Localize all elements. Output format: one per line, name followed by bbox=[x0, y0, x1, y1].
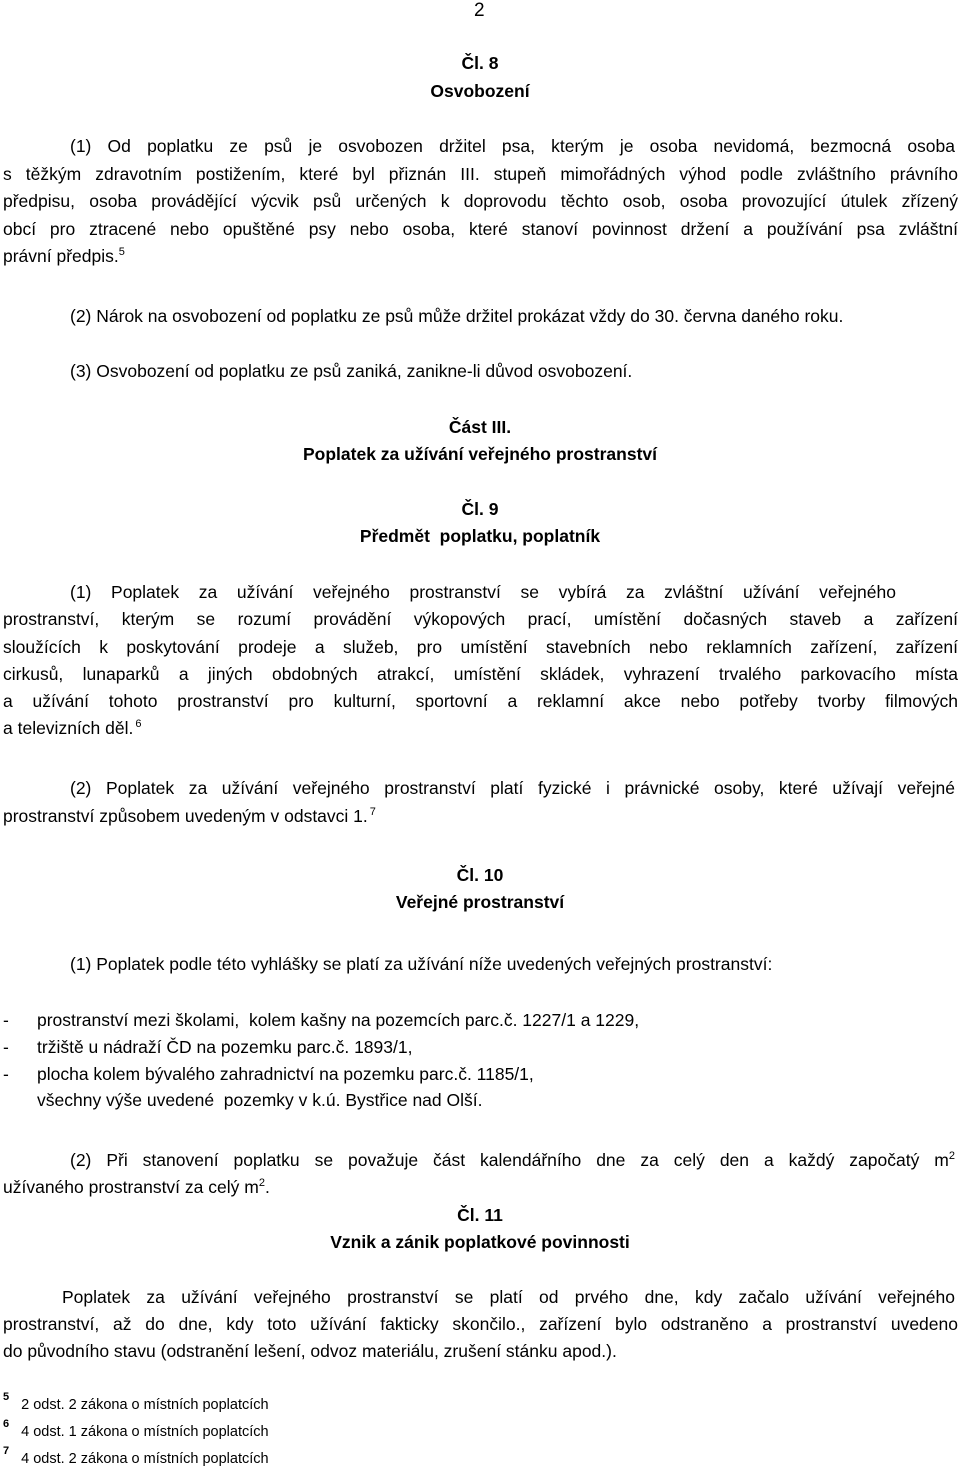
art10-p1: (1) Poplatek podle této vyhlášky se platí za užívání níže uvedených veřejných prostranství: bbox=[70, 954, 773, 974]
art11-p1-line: do původního stavu (odstranění lešení, odvoz materiálu, zrušení stánku apod.). bbox=[3, 1341, 617, 1361]
article-11-heading: Čl. 11 bbox=[457, 1205, 503, 1225]
art8-p3: (3) Osvobození od poplatku ze psů zaniká, zanikne-li důvod osvobození. bbox=[70, 361, 633, 381]
art9-p1-line: (1) Poplatek za užívání veřejného prostranství se vybírá za zvláštní užívání veřejného bbox=[70, 582, 896, 602]
article-8-title: Osvobození bbox=[430, 81, 530, 101]
footnote bbox=[3, 1418, 269, 1440]
art9-p1-line: cirkusů, lunaparků a jiných obdobných atrakcí, umístění skládek, vyhrazení trvalého parkovacího místa bbox=[3, 664, 958, 684]
list-note: všechny výše uvedené pozemky v k.ú. Bystřice nad Olší. bbox=[37, 1090, 483, 1110]
art8-p1-line: právní předpis. bbox=[3, 246, 119, 266]
footnote-text: 4 odst. 1 zákona o místních poplatcích bbox=[21, 1424, 269, 1440]
art9-p2-line: prostranství způsobem uvedeným v odstavci 1. bbox=[3, 806, 368, 826]
list-item: plocha kolem bývalého zahradnictví na pozemku parc.č. 1185/1, bbox=[37, 1064, 534, 1084]
article-11-title: Vznik a zánik poplatkové povinnosti bbox=[330, 1232, 630, 1252]
art10-p2-line1-text: (2) Při stanovení poplatku se považuje část kalendářního dne za celý den a každý započatý m bbox=[70, 1150, 949, 1170]
footnote-ref: 7 bbox=[369, 806, 376, 818]
period: . bbox=[264, 1177, 270, 1197]
art8-p1-line: (1) Od poplatku ze psů je osvobozen držitel psa, kterým je osoba nevidomá, bezmocná osoba bbox=[70, 136, 955, 156]
art10-p2-line2-text: užívaného prostranství za celý m bbox=[3, 1177, 259, 1197]
footnote bbox=[3, 1391, 269, 1413]
art9-p2-last-line bbox=[3, 806, 376, 827]
part-3-title: Poplatek za užívání veřejného prostranství bbox=[303, 444, 657, 464]
art9-p1-line: a užívání tohoto prostranství pro kulturní, sportovní a reklamní akce nebo potřeby tvorby filmových bbox=[3, 691, 958, 711]
art8-p1-line: předpisu, osoba provádějící výcvik psů určených k doprovodu těchto osob, osoba provozující útulek zřízený bbox=[3, 191, 958, 211]
footnote-number: 7 bbox=[3, 1445, 10, 1457]
list-item: tržiště u nádraží ČD na pozemku parc.č. 1893/1, bbox=[37, 1037, 413, 1057]
art8-p1-last-line bbox=[3, 246, 125, 267]
art8-p2: (2) Nárok na osvobození od poplatku ze psů může držitel prokázat vždy do 30. června daného roku. bbox=[70, 306, 844, 326]
article-10-heading: Čl. 10 bbox=[456, 865, 504, 885]
part-3-heading: Část III. bbox=[448, 417, 512, 437]
article-9-title: Předmět poplatku, poplatník bbox=[359, 526, 601, 546]
list-item-dash: - bbox=[3, 1010, 9, 1030]
art11-p1-line: Poplatek za užívání veřejného prostranství se platí od prvého dne, kdy začalo užívání veřejného bbox=[62, 1287, 955, 1307]
footnote bbox=[3, 1445, 269, 1467]
art9-p2-line: (2) Poplatek za užívání veřejného prostranství platí fyzické i právnické osoby, které užívají veřejné bbox=[70, 778, 955, 798]
list-item-dash: - bbox=[3, 1064, 9, 1084]
art11-p1-line: prostranství, až do dne, kdy toto užívání fakticky skončilo., zařízení bylo odstraněno a prostranství uvedeno bbox=[3, 1314, 958, 1334]
footnote-text: 4 odst. 2 zákona o místních poplatcích bbox=[21, 1451, 269, 1467]
art8-p1-line: obcí pro ztracené nebo opuštěné psy nebo osoba, které stanoví povinnost držení a používání psa zvláštní bbox=[3, 219, 958, 239]
article-10-title: Veřejné prostranství bbox=[395, 892, 565, 912]
art9-p1-line: sloužících k poskytování prodeje a služeb, pro umístění stavebních nebo reklamních zařízení, zařízení bbox=[3, 637, 958, 657]
superscript: 2 bbox=[948, 1150, 955, 1162]
art10-p2-line1 bbox=[70, 1150, 955, 1171]
footnote-number: 6 bbox=[3, 1418, 10, 1430]
art10-p2-line2 bbox=[3, 1177, 270, 1198]
footnote-text: 2 odst. 2 zákona o místních poplatcích bbox=[21, 1397, 269, 1413]
page-number: 2 bbox=[474, 0, 485, 21]
footnote-ref: 6 bbox=[135, 718, 142, 730]
list-item-dash: - bbox=[3, 1037, 9, 1057]
article-9-heading: Čl. 9 bbox=[461, 499, 499, 519]
list-item: prostranství mezi školami, kolem kašny na pozemcích parc.č. 1227/1 a 1229, bbox=[37, 1010, 640, 1030]
art9-p1-line: a televizních děl. bbox=[3, 718, 134, 738]
article-8-heading: Čl. 8 bbox=[461, 53, 499, 73]
footnote-number: 5 bbox=[3, 1391, 10, 1403]
superscript: 2 bbox=[258, 1177, 265, 1189]
art9-p1-line: prostranství, kterým se rozumí provádění výkopových prací, umístění dočasných staveb a zařízení bbox=[3, 609, 958, 629]
footnote-ref: 5 bbox=[118, 246, 125, 258]
art8-p1-line: s těžkým zdravotním postižením, které byl přiznán III. stupeň mimořádných výhod podle zvláštního právního bbox=[3, 164, 958, 184]
art9-p1-last-line bbox=[3, 718, 141, 739]
